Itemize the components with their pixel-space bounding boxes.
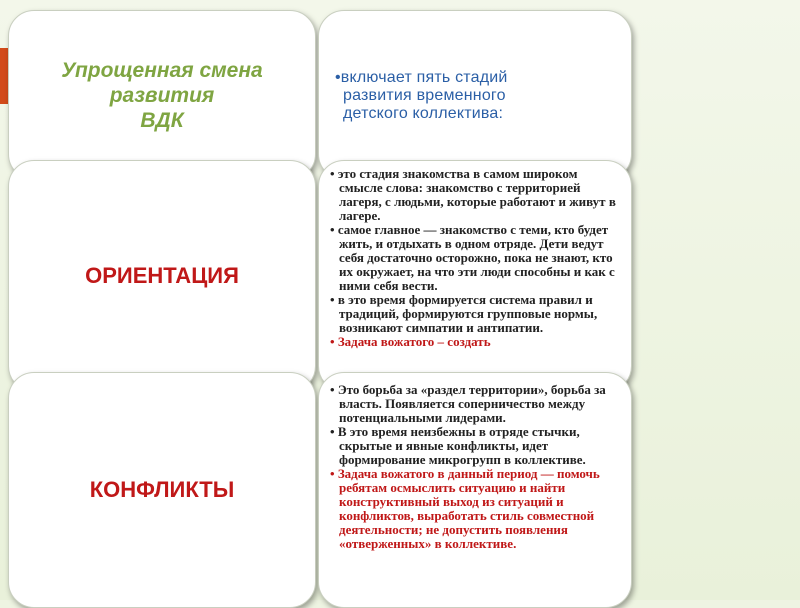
title-line-2: развития (109, 83, 215, 107)
stage-label-orientation: ОРИЕНТАЦИЯ (85, 263, 239, 288)
conflicts-bullets (319, 383, 631, 551)
title-line-3: ВДК (140, 108, 184, 132)
accent-bar (0, 48, 8, 104)
orientation-bullet-3: • в это время формируется система правил и традиций, формируются групповые нормы, возникают симпатии и антипатии. (321, 293, 617, 335)
conflicts-bullet-2: • В это время неизбежны в отряде стычки, скрытые и явные конфликты, идет формирование микрогрупп в коллективе. (321, 425, 617, 467)
orientation-bullet-2: • самое главное — знакомство с теми, кто будет жить, и отдыхать в одном отряде. Дети ведут себя достаточно осторожно, пока не знают, кто их окружает, на что эти люди способны и как с ними себя вести. (321, 223, 617, 293)
conflicts-bullet-3: • Задача вожатого в данный период — помочь ребятам осмыслить ситуацию и найти конструктивный выход из ситуаций и конфликтов, выработать стиль совместной деятельности; не допустить появления «отверженных» в коллективе. (321, 467, 617, 551)
title-card (8, 10, 316, 180)
stage-label-conflicts: КОНФЛИКТЫ (89, 477, 235, 502)
title-line-1: Упрощенная смена (61, 58, 263, 82)
orientation-bullet-1: • это стадия знакомства в самом широком смысле слова: знакомство с территорией лагеря, с людьми, которые работают и живут в лагере. (321, 167, 617, 223)
stage-details-orientation (318, 160, 632, 392)
stage-card-conflicts (8, 372, 316, 608)
orientation-bullets (319, 167, 631, 349)
intro-text: •включает пять стадий развития временного детского коллектива: (335, 69, 508, 122)
stage-details-conflicts (318, 372, 632, 608)
orientation-bullet-4: • Задача вожатого – создать (321, 335, 617, 349)
intro-card (318, 10, 632, 180)
stage-card-orientation (8, 160, 316, 392)
intro-list (329, 69, 569, 123)
slide-title (47, 58, 276, 133)
conflicts-bullet-1: • Это борьба за «раздел территории», борьба за власть. Появляется соперничество между потенциальными лидерами. (321, 383, 617, 425)
